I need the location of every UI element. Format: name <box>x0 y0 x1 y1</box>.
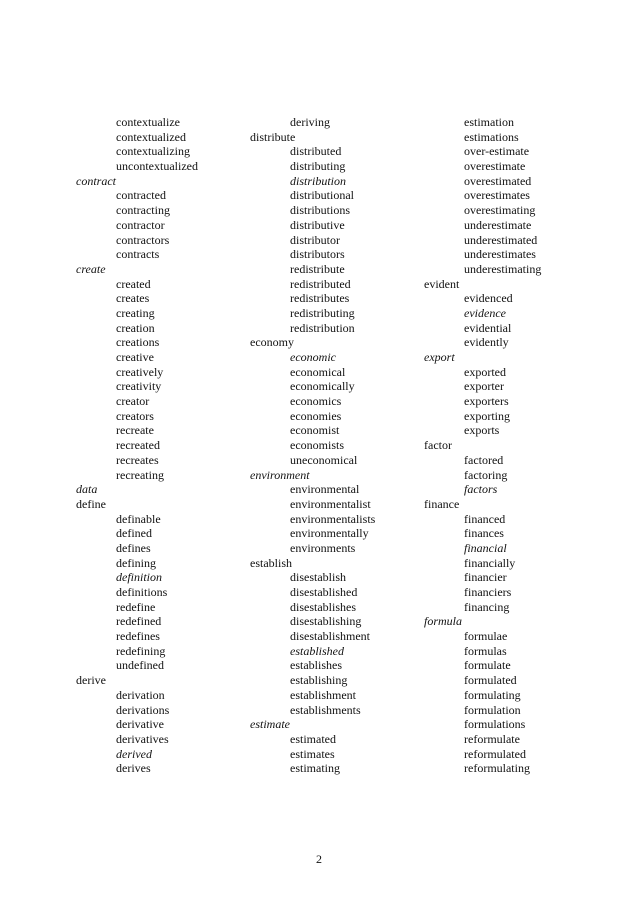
word-family-member: redistributing <box>290 305 355 320</box>
headword: create <box>76 261 106 276</box>
word-family-member: creates <box>116 291 150 306</box>
word-family-member: economist <box>290 423 340 438</box>
headword: environment <box>250 467 310 482</box>
word-family-member: environmentalist <box>290 496 371 511</box>
word-family-member: financier <box>464 570 507 585</box>
word-family-member: underestimate <box>464 217 532 232</box>
word-family-member: derivation <box>116 687 165 702</box>
word-family-member: disestablishing <box>290 614 362 629</box>
word-family-member: distributing <box>290 159 346 174</box>
word-family-member: defined <box>116 526 152 541</box>
word-family-member: factoring <box>464 467 508 482</box>
word-family-member: creator <box>116 394 150 409</box>
word-family-member: derivatives <box>116 731 169 746</box>
word-family-member: economics <box>290 394 342 409</box>
word-family-member: economic <box>290 350 336 364</box>
word-family-member: estimated <box>290 731 336 746</box>
word-family-member: exporters <box>464 394 509 409</box>
word-family-member: exported <box>464 364 506 379</box>
word-column-3 <box>424 115 594 776</box>
word-family-member: defines <box>116 540 151 555</box>
headword: data <box>76 482 98 497</box>
word-family-member: distributor <box>290 232 340 247</box>
word-family-member: reformulating <box>464 761 530 776</box>
word-family-member: derivative <box>116 717 164 732</box>
word-family-member: creating <box>116 305 155 320</box>
word-family-member: evidently <box>464 335 509 350</box>
word-family-member: derives <box>116 761 151 776</box>
word-family-member: creators <box>116 408 154 423</box>
word-family-member: estimating <box>290 761 340 776</box>
word-family-member: derivations <box>116 702 170 717</box>
word-family-member: creativity <box>116 379 162 394</box>
word-family-member: exporter <box>464 379 504 394</box>
headword: define <box>76 496 106 511</box>
word-family-member: financial <box>464 540 507 555</box>
word-family-member: redefines <box>116 629 160 644</box>
headword: distribute <box>250 129 296 144</box>
word-family-member: environments <box>290 540 356 555</box>
word-family-member: economies <box>290 408 342 423</box>
word-family-member: derived <box>116 746 152 761</box>
word-family-member: disestablish <box>290 570 346 585</box>
word-family-member: creation <box>116 320 155 335</box>
headword: contract <box>76 173 116 188</box>
headword: estimate <box>250 717 290 732</box>
headword: economy <box>250 335 294 350</box>
word-family-member: formulate <box>464 658 511 673</box>
word-family-member: contextualized <box>116 129 186 144</box>
word-family-member: creative <box>116 350 154 364</box>
headword: evident <box>424 276 460 291</box>
word-family-member: overestimates <box>464 188 530 203</box>
word-family-member: reformulate <box>464 731 520 746</box>
word-family-member: economical <box>290 364 346 379</box>
word-family-member: exporting <box>464 408 510 423</box>
word-family-member: disestablishment <box>290 629 370 644</box>
word-family-member: financed <box>464 511 506 526</box>
word-family-member: contracted <box>116 188 166 203</box>
word-family-member: factored <box>464 452 504 467</box>
word-family-member: contractor <box>116 217 165 232</box>
word-family-member: estimates <box>290 746 335 761</box>
word-family-member: formulations <box>464 717 526 732</box>
word-family-member: disestablishes <box>290 599 356 614</box>
word-family-member: definitions <box>116 585 168 599</box>
word-family-member: recreated <box>116 438 160 453</box>
word-family-member: redistributed <box>290 276 351 291</box>
word-family-member: environmentalists <box>290 511 376 526</box>
word-family-member: redefining <box>116 643 166 658</box>
word-family-member: establishment <box>290 687 356 702</box>
word-family-member: distributions <box>290 203 351 218</box>
headword: formula <box>424 614 463 629</box>
word-family-member: evidence <box>464 305 506 320</box>
word-family-member: distributional <box>290 188 354 203</box>
headword: derive <box>76 673 106 688</box>
word-family-member: definition <box>116 570 162 585</box>
word-family-member: created <box>116 276 151 291</box>
word-family-member: financing <box>464 599 510 614</box>
word-family-member: formulating <box>464 687 521 702</box>
word-family-member: creatively <box>116 364 164 379</box>
word-family-member: contractors <box>116 232 170 247</box>
word-family-member: environmentally <box>290 526 369 541</box>
page-number: 2 <box>316 852 322 866</box>
word-family-member: contracts <box>116 247 160 262</box>
word-family-member: recreate <box>116 423 154 438</box>
word-family-member: exports <box>464 423 500 438</box>
word-family-member: overestimating <box>464 203 536 218</box>
word-column-1 <box>76 115 236 776</box>
word-family-member: definable <box>116 511 161 526</box>
word-family-member: redistributes <box>290 291 350 306</box>
word-family-member: reformulated <box>464 746 526 761</box>
word-family-member: underestimating <box>464 261 542 276</box>
word-family-member: redistribution <box>290 320 355 335</box>
word-family-member: evidenced <box>464 291 513 306</box>
word-family-member: economists <box>290 438 344 453</box>
word-family-member: formulation <box>464 702 521 717</box>
word-family-member: estimations <box>464 129 519 144</box>
word-family-member: distributed <box>290 144 342 159</box>
word-family-member: distributors <box>290 247 345 262</box>
word-family-member: underestimates <box>464 247 536 262</box>
word-family-member: redefined <box>116 614 162 629</box>
word-family-member: contextualizing <box>116 144 190 159</box>
word-family-member: formulated <box>464 673 517 688</box>
headword: establish <box>250 555 292 570</box>
word-family-member: formulae <box>464 629 508 644</box>
word-family-member: financially <box>464 555 516 570</box>
word-family-member: establishments <box>290 702 361 717</box>
word-family-member: contracting <box>116 203 170 218</box>
word-family-member: contextualize <box>116 115 180 129</box>
word-family-member: redefine <box>116 599 156 614</box>
word-family-member: establishing <box>290 673 348 688</box>
word-family-member: establishes <box>290 658 342 673</box>
word-family-member: disestablished <box>290 585 358 599</box>
word-family-member: economically <box>290 379 355 394</box>
headword: factor <box>424 438 452 453</box>
headword: export <box>424 350 455 364</box>
word-column-2 <box>250 115 410 776</box>
word-family-member: redistribute <box>290 261 345 276</box>
word-family-member: established <box>290 643 344 658</box>
word-family-member: overestimate <box>464 159 526 174</box>
headword: finance <box>424 496 460 511</box>
word-family-member: finances <box>464 526 504 541</box>
word-family-member: factors <box>464 482 498 497</box>
word-family-member: distributive <box>290 217 345 232</box>
word-family-member: creations <box>116 335 160 350</box>
word-family-member: recreating <box>116 467 164 482</box>
word-family-member: deriving <box>290 115 330 129</box>
word-family-member: underestimated <box>464 232 538 247</box>
word-family-member: financiers <box>464 585 512 599</box>
word-family-member: overestimated <box>464 173 532 188</box>
word-family-member: recreates <box>116 452 159 467</box>
word-family-member: uncontextualized <box>116 159 198 174</box>
word-family-member: environmental <box>290 482 360 497</box>
word-family-member: estimation <box>464 115 514 129</box>
word-family-member: uneconomical <box>290 452 358 467</box>
word-family-member: over-estimate <box>464 144 530 159</box>
word-family-member: distribution <box>290 173 347 188</box>
word-family-member: defining <box>116 555 156 570</box>
word-family-member: formulas <box>464 643 507 658</box>
word-family-member: undefined <box>116 658 164 673</box>
word-family-member: evidential <box>464 320 512 335</box>
